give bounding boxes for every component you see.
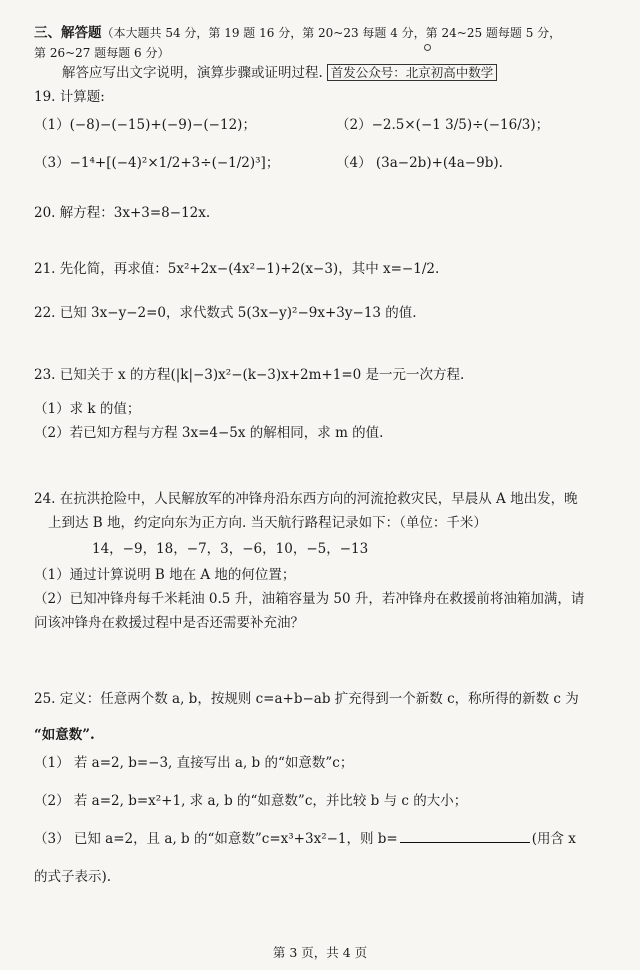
q23-stem: 23. 已知关于 x 的方程(|k|−3)x²−(k−3)x+2m+1=0 是一元一次方程. [34, 367, 465, 383]
q25-stem-1: 25. 定义：任意两个数 a, b，按规则 c=a+b−ab 扩充得到一个新数 c，称所得的新数 c 为 [34, 691, 579, 707]
q19-part-4: （4） (3a−2b)+(4a−9b). [336, 155, 503, 171]
q24-stem-2: 上到达 B 地，约定向东为正方向. 当天航行路程记录如下：（单位：千米） [48, 515, 487, 531]
q25-part-3c: 的式子表示). [34, 869, 112, 885]
circle-mark-icon [424, 44, 431, 51]
q20-text: 20. 解方程：3x+3=8−12x. [34, 205, 211, 221]
section-title: 三、解答题 [34, 25, 102, 41]
q24-part-2b: 问该冲锋舟在救援过程中是否还需要补充油？ [34, 615, 304, 631]
q25-part-2: （2） 若 a=2, b=x²+1, 求 a, b 的“如意数”c，并比较 b 与 c 的大小； [34, 793, 468, 809]
q19-heading: 19. 计算题: [34, 89, 105, 105]
q24-part-2a: （2）已知冲锋舟每千米耗油 0.5 升，油箱容量为 50 升，若冲锋舟在救援前将油箱加满，请 [34, 591, 585, 607]
q25-stem-2: “如意数”. [34, 727, 95, 743]
page-footer: 第 3 页，共 4 页 [272, 945, 368, 960]
q24-stem-1: 24. 在抗洪抢险中，人民解放军的冲锋舟沿东西方向的河流抢救灾民，早晨从 A 地出发，晚 [34, 491, 578, 507]
section-instruction: 解答应写出文字说明，演算步骤或证明过程. [62, 65, 323, 81]
q25-part-1: （1） 若 a=2, b=−3, 直接写出 a, b 的“如意数”c； [34, 755, 354, 771]
q21-text: 21. 先化简，再求值：5x²+2x−(4x²−1)+2(x−3)，其中 x=−1/2. [34, 261, 440, 277]
section-desc-1: （本大题共 54 分，第 19 题 16 分，第 20~23 每题 4 分，第 24~25 题每题 5 分， [101, 26, 562, 40]
q25-part-3-line [34, 830, 576, 848]
answer-blank [400, 830, 530, 843]
section-header [34, 24, 561, 42]
q23-part-1: （1）求 k 的值； [34, 401, 141, 417]
section-instruction-line [62, 64, 497, 82]
q19-part-1: （1）(−8)−(−15)+(−9)−(−12)； [34, 117, 256, 133]
section-desc-2: 第 26~27 题每题 6 分） [34, 46, 170, 60]
q25-part-3b: (用含 x [531, 831, 576, 847]
watermark-stamp: 首发公众号：北京初高中数学 [327, 64, 498, 81]
q24-data: 14，−9，18，−7，3，−6，10，−5，−13 [92, 541, 369, 557]
q22-text: 22. 已知 3x−y−2=0，求代数式 5(3x−y)²−9x+3y−13 的值. [34, 305, 417, 321]
q23-part-2: （2）若已知方程与方程 3x=4−5x 的解相同，求 m 的值. [34, 425, 384, 441]
q24-part-1: （1）通过计算说明 B 地在 A 地的何位置； [34, 567, 296, 583]
q19-part-2: （2）−2.5×(−1 3/5)÷(−16/3)； [336, 117, 550, 133]
q19-part-3: （3）−1⁴+[(−4)²×1/2+3÷(−1/2)³]； [34, 155, 280, 171]
q25-part-3a: （3） 已知 a=2，且 a, b 的“如意数”c=x³+3x²−1，则 b= [34, 831, 398, 847]
